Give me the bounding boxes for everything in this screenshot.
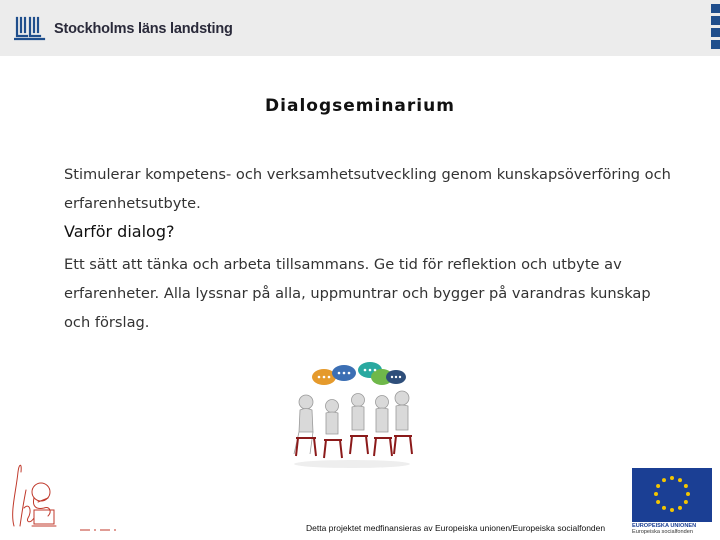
eu-fund-label: Europeiska socialfonden [632, 529, 693, 535]
paragraph-answer: Ett sätt att tänka och arbeta tillsammans. Ge tid för reflektion och utbyte av erfarenheter. Alla lyssnar på alla, uppmuntrar och bygger på varandras kunskap och förslag. [64, 256, 651, 331]
eu-logo [632, 468, 714, 534]
eu-flag [632, 468, 712, 522]
speech-bubbles [312, 362, 406, 385]
funding-note: Detta projektet medfinansieras av Europeiska unionen/Europeiska socialfonden [306, 523, 606, 533]
header-bar [0, 0, 720, 56]
org-name: Stockholms läns landsting [54, 21, 233, 37]
people-in-dialog-illustration [286, 356, 416, 470]
eu-stars-icon [632, 468, 712, 522]
ethica-handwritten-logo [8, 452, 128, 534]
eu-union-label: EUROPEISKA UNIONEN [632, 523, 697, 529]
eu-caption [632, 523, 714, 535]
corner-decoration [710, 0, 720, 56]
sll-logo [14, 16, 233, 42]
paragraph-purpose: Stimulerar kompetens- och verksamhetsutveckling genom kunskapsöverföring och erfarenhetsutbyte. [64, 166, 671, 212]
question-heading: Varför dialog? [64, 222, 175, 241]
sll-logo-icon [14, 16, 48, 42]
chairs [296, 436, 412, 458]
slide-title: Dialogseminarium [265, 96, 455, 116]
